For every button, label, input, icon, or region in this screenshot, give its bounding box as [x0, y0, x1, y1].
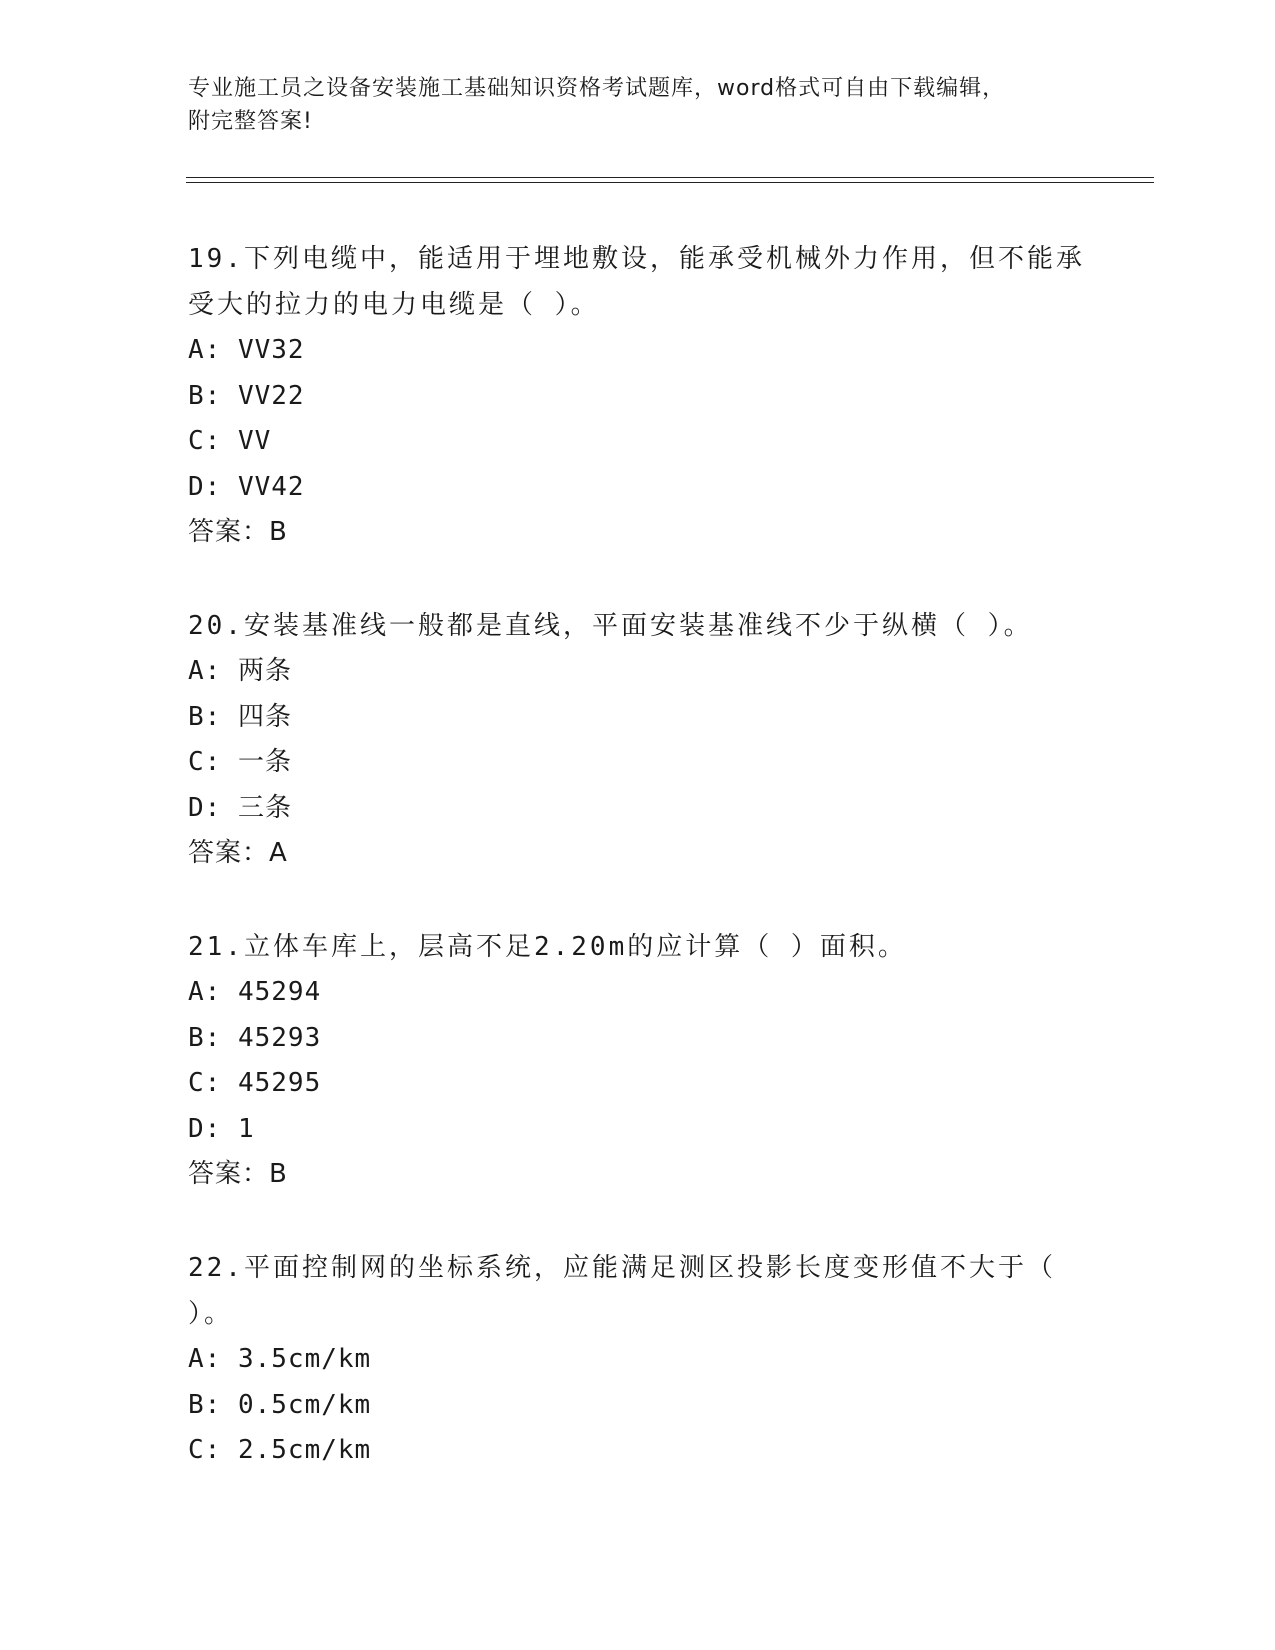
- header-line-2: 附完整答案!: [188, 109, 313, 134]
- option-c: C: 2.5cm/km: [188, 1435, 372, 1465]
- option-a: A: 3.5cm/km: [188, 1344, 372, 1374]
- question-22: [188, 1245, 1088, 1474]
- header-divider-top: [186, 177, 1154, 178]
- document-header: [188, 72, 1068, 138]
- question-stem-line: ）。: [188, 1299, 234, 1329]
- question-19: [188, 236, 1088, 555]
- answer-line: 答案：A: [188, 838, 288, 868]
- question-stem-line: 受大的拉力的电力电缆是（ ）。: [188, 290, 600, 320]
- header-divider-bottom: [186, 182, 1154, 183]
- option-c: C: VV: [188, 426, 272, 456]
- question-stem-line: 22.平面控制网的坐标系统，应能满足测区投影长度变形值不大于（: [188, 1253, 1056, 1283]
- question-20: [188, 603, 1088, 876]
- question-stem-line: 20.安装基准线一般都是直线，平面安装基准线不少于纵横（ ）。: [188, 611, 1033, 641]
- option-d: D: 三条: [188, 792, 292, 823]
- answer-line: 答案：B: [188, 1159, 288, 1189]
- option-b: B: 四条: [188, 701, 292, 732]
- question-stem-line: 21.立体车库上，层高不足2.20m的应计算（ ）面积。: [188, 932, 907, 962]
- option-b: B: VV22: [188, 380, 305, 411]
- option-a: A: 45294: [188, 977, 322, 1007]
- option-a: A: VV32: [188, 335, 305, 365]
- question-list: [188, 236, 1088, 1474]
- option-d: D: VV42: [188, 471, 305, 502]
- question-21: [188, 924, 1088, 1197]
- answer-line: 答案：B: [188, 517, 288, 547]
- option-b: B: 0.5cm/km: [188, 1389, 372, 1420]
- option-d: D: 1: [188, 1113, 255, 1144]
- option-b: B: 45293: [188, 1022, 322, 1053]
- header-line-1: 专业施工员之设备安装施工基础知识资格考试题库，word格式可自由下载编辑，: [188, 76, 1006, 101]
- option-c: C: 45295: [188, 1068, 322, 1098]
- option-c: C: 一条: [188, 747, 292, 777]
- question-stem-line: 19.下列电缆中，能适用于埋地敷设，能承受机械外力作用，但不能承: [188, 244, 1085, 274]
- option-a: A: 两条: [188, 656, 292, 686]
